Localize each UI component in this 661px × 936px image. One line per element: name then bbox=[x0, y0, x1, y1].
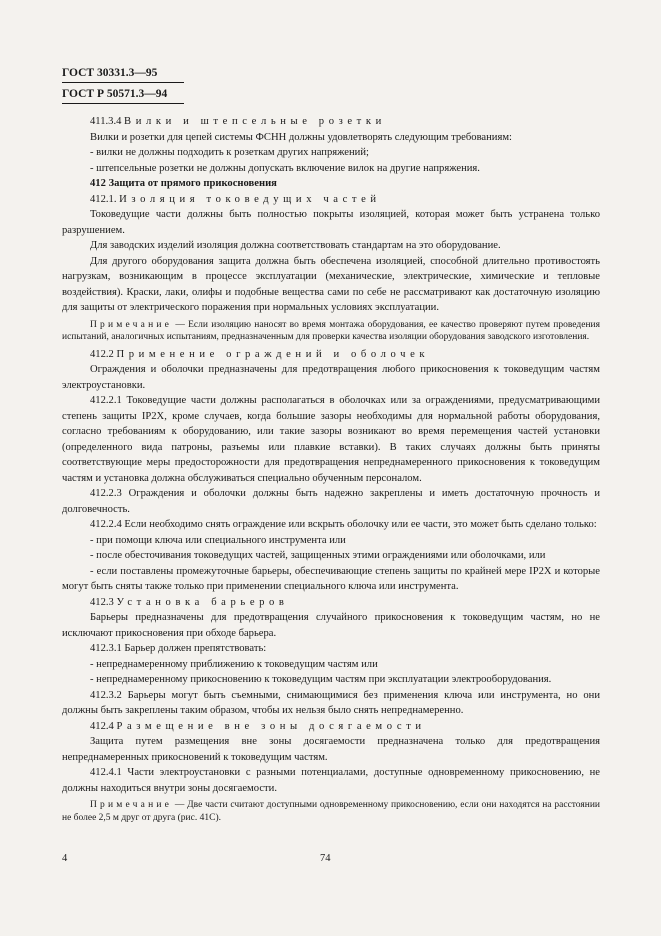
clause-number: 411.3.4 bbox=[90, 116, 122, 127]
clause-heading bbox=[62, 192, 600, 208]
clause-title: Вилки и штепсельные розетки bbox=[124, 116, 386, 127]
standard-code-primary: ГОСТ 30331.3—95 bbox=[62, 67, 158, 79]
note-label: Примечание bbox=[90, 319, 173, 330]
paragraph: Для заводских изделий изоляция должна соответствовать стандартам на это оборудование. bbox=[90, 240, 501, 251]
paragraph: Ограждения и оболочки предназначены для предотвращения любого прикосновения к токоведущим частям электроустановки. bbox=[62, 364, 600, 391]
paragraph: Токоведущие части должны быть полностью покрыты изоляцией, которая может быть устранена только разрушением. bbox=[62, 209, 600, 236]
list-item: - если поставлены промежуточные барьеры, обеспечивающие степень защиты по крайней мере IP2X и которые могут быть сняты также только при применении специального ключа или инструмента. bbox=[62, 565, 600, 592]
page-number-left: 4 bbox=[62, 853, 68, 864]
clause-heading bbox=[62, 347, 600, 363]
note bbox=[62, 319, 600, 344]
paragraph: 412.2.3 Ограждения и оболочки должны быть надежно закреплены и иметь достаточную прочность и долговечность. bbox=[62, 488, 600, 515]
note-text: — Если изоляцию наносят во время монтажа оборудования, ее качество проверяют путем проведения испытаний, аналогичных испытаниям, предназначенным для проверки качества изоляции оборудования заводского изготовления. bbox=[62, 319, 600, 342]
list-item: - вилки не должны подходить к розеткам других напряжений; bbox=[90, 147, 369, 158]
clause-title: Установка барьеров bbox=[116, 596, 289, 608]
list-item: - штепсельные розетки не должны допускать включение вилок на другие напряжения. bbox=[90, 162, 480, 174]
list-item: - непреднамеренному прикосновению к токоведущим частям при эксплуатации электрооборудования. bbox=[90, 674, 552, 685]
paragraph: 412.2.1 Токоведущие части должны располагаться в оболочках или за ограждениями, предусматривающими степень защиты IP2X, кроме случаев, когда большие зазоры необходимы для нормальной работы оборудования, согласно требованиям к оборудованию, или такие зазоры возникают во время перемещения частей установки (определенного вида патроны, разъемы или плавкие вставки). В таких случаях должны быть приняты соответствующие меры предосторожности для предотвращения непреднамеренного прикосновения к токоведущим частям и установка должна обслуживаться специально обученным персоналом. bbox=[62, 395, 600, 484]
clause-heading bbox=[62, 595, 600, 611]
document-body bbox=[62, 114, 600, 827]
note-text: — Две части считают доступными одновременному прикосновению, если они находятся на расстоянии не более 2,5 м друг от друга (рис. 41С). bbox=[62, 800, 600, 823]
paragraph: 412.2.4 Если необходимо снять ограждение или вскрыть оболочку или ее части, это может быть сделано только: bbox=[90, 519, 597, 530]
clause-title: Размещение вне зоны досягаемости bbox=[116, 720, 426, 732]
page-number-center: 74 bbox=[320, 853, 331, 864]
paragraph: Вилки и розетки для цепей системы ФСНН должны удовлетворять следующим требованиям: bbox=[90, 131, 512, 143]
paragraph: 412.3.1 Барьер должен препятствовать: bbox=[90, 643, 267, 654]
paragraph: Барьеры предназначены для предотвращения случайного прикосновения к токоведущим частям, но не исключают прикосновения при обходе барьера. bbox=[62, 612, 600, 639]
list-item: - непреднамеренному приближению к токоведущим частям или bbox=[90, 658, 378, 670]
list-item: - при помощи ключа или специального инструмента или bbox=[90, 534, 346, 546]
section-heading: 412 Защита от прямого прикосновения bbox=[90, 178, 277, 189]
clause-number: 412.4 bbox=[90, 720, 114, 732]
clause-heading bbox=[62, 719, 600, 735]
clause-number: 412.3 bbox=[90, 596, 114, 608]
paragraph: Защита путем размещения вне зоны досягаемости предназначена только для предотвращения непреднамеренных прикосновений к токоведущим частям. bbox=[62, 736, 600, 763]
clause-heading bbox=[62, 114, 600, 130]
clause-number: 412.2 bbox=[90, 348, 114, 360]
note-label: Примечание bbox=[90, 800, 173, 810]
header-rule bbox=[62, 103, 184, 104]
paragraph: Для другого оборудования защита должна быть обеспечена изоляцией, способной длительно противостоять нагрузкам, возникающим в процессе эксплуатации (механические, электрические, химические и тепловые воздействия). Краски, лаки, олифы и подобные вещества сами по себе не рассматривают как достаточную изоляцию для защиты от электрического поражения при нормальных условиях эксплуатации. bbox=[62, 255, 600, 313]
list-item: - после обесточивания токоведущих частей, защищенных этими ограждениями или оболочками, или bbox=[90, 550, 546, 561]
clause-title: Изоляция токоведущих частей bbox=[119, 193, 381, 205]
standard-code-secondary: ГОСТ Р 50571.3—94 bbox=[62, 88, 168, 100]
note bbox=[62, 799, 600, 824]
paragraph: 412.3.2 Барьеры могут быть съемными, снимающимися без применения ключа или инструмента, но они должны быть закреплены таким образом, чтобы их нельзя было снять непреднамеренно. bbox=[62, 689, 600, 716]
clause-title: Применение ограждений и оболочек bbox=[116, 348, 430, 360]
header-rule bbox=[62, 82, 184, 83]
paragraph: 412.4.1 Части электроустановки с разными потенциалами, доступные одновременному прикосновению, не должны находиться внутри зоны досягаемости. bbox=[62, 767, 600, 794]
clause-number: 412.1. bbox=[90, 193, 117, 205]
